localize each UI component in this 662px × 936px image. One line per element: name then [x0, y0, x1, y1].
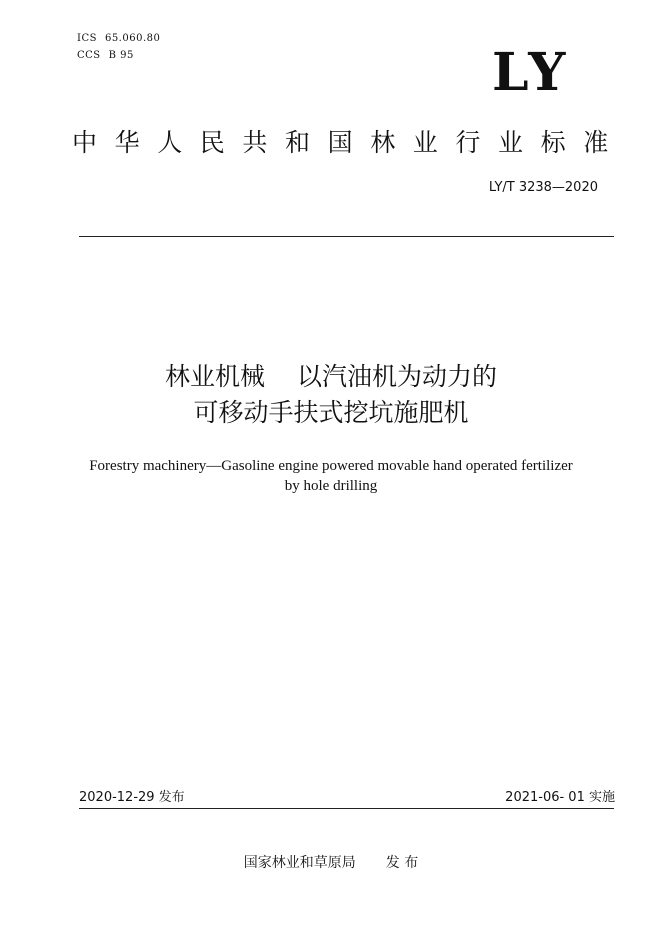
title-en-line1: Forestry machinery—Gasoline engine powered movable hand operated fertilizer [89, 458, 573, 474]
ccs-label: CCS [77, 50, 101, 61]
ly-logo: LY [492, 42, 569, 103]
issuer [0, 854, 662, 872]
footer-divider [79, 808, 614, 809]
issuer-action: 发 布 [385, 855, 419, 871]
title-zh-line1 [0, 360, 662, 394]
header-divider [79, 236, 614, 237]
ics-code [77, 33, 160, 45]
title-zh-line2: 可移动手扶式挖坑施肥机 [193, 398, 469, 427]
standard-number: LY/T 3238—2020 [488, 180, 598, 195]
ccs-code [77, 50, 134, 62]
publish-date: 2020-12-29 发布 [79, 790, 185, 805]
implement-date: 2021-06- 01 实施 [505, 790, 615, 805]
title-zh-part2: 以汽油机为动力的 [297, 362, 498, 391]
standard-name: 中华人民共和国林业行业标准 [72, 128, 626, 157]
ics-label: ICS [77, 33, 97, 44]
title-zh-part1: 林业机械 [164, 362, 265, 391]
title-en-line2: by hole drilling [284, 478, 378, 494]
issuer-org: 国家林业和草原局 [243, 855, 356, 871]
ics-value: 65.060.80 [104, 33, 161, 44]
ccs-value: B 95 [108, 50, 134, 61]
